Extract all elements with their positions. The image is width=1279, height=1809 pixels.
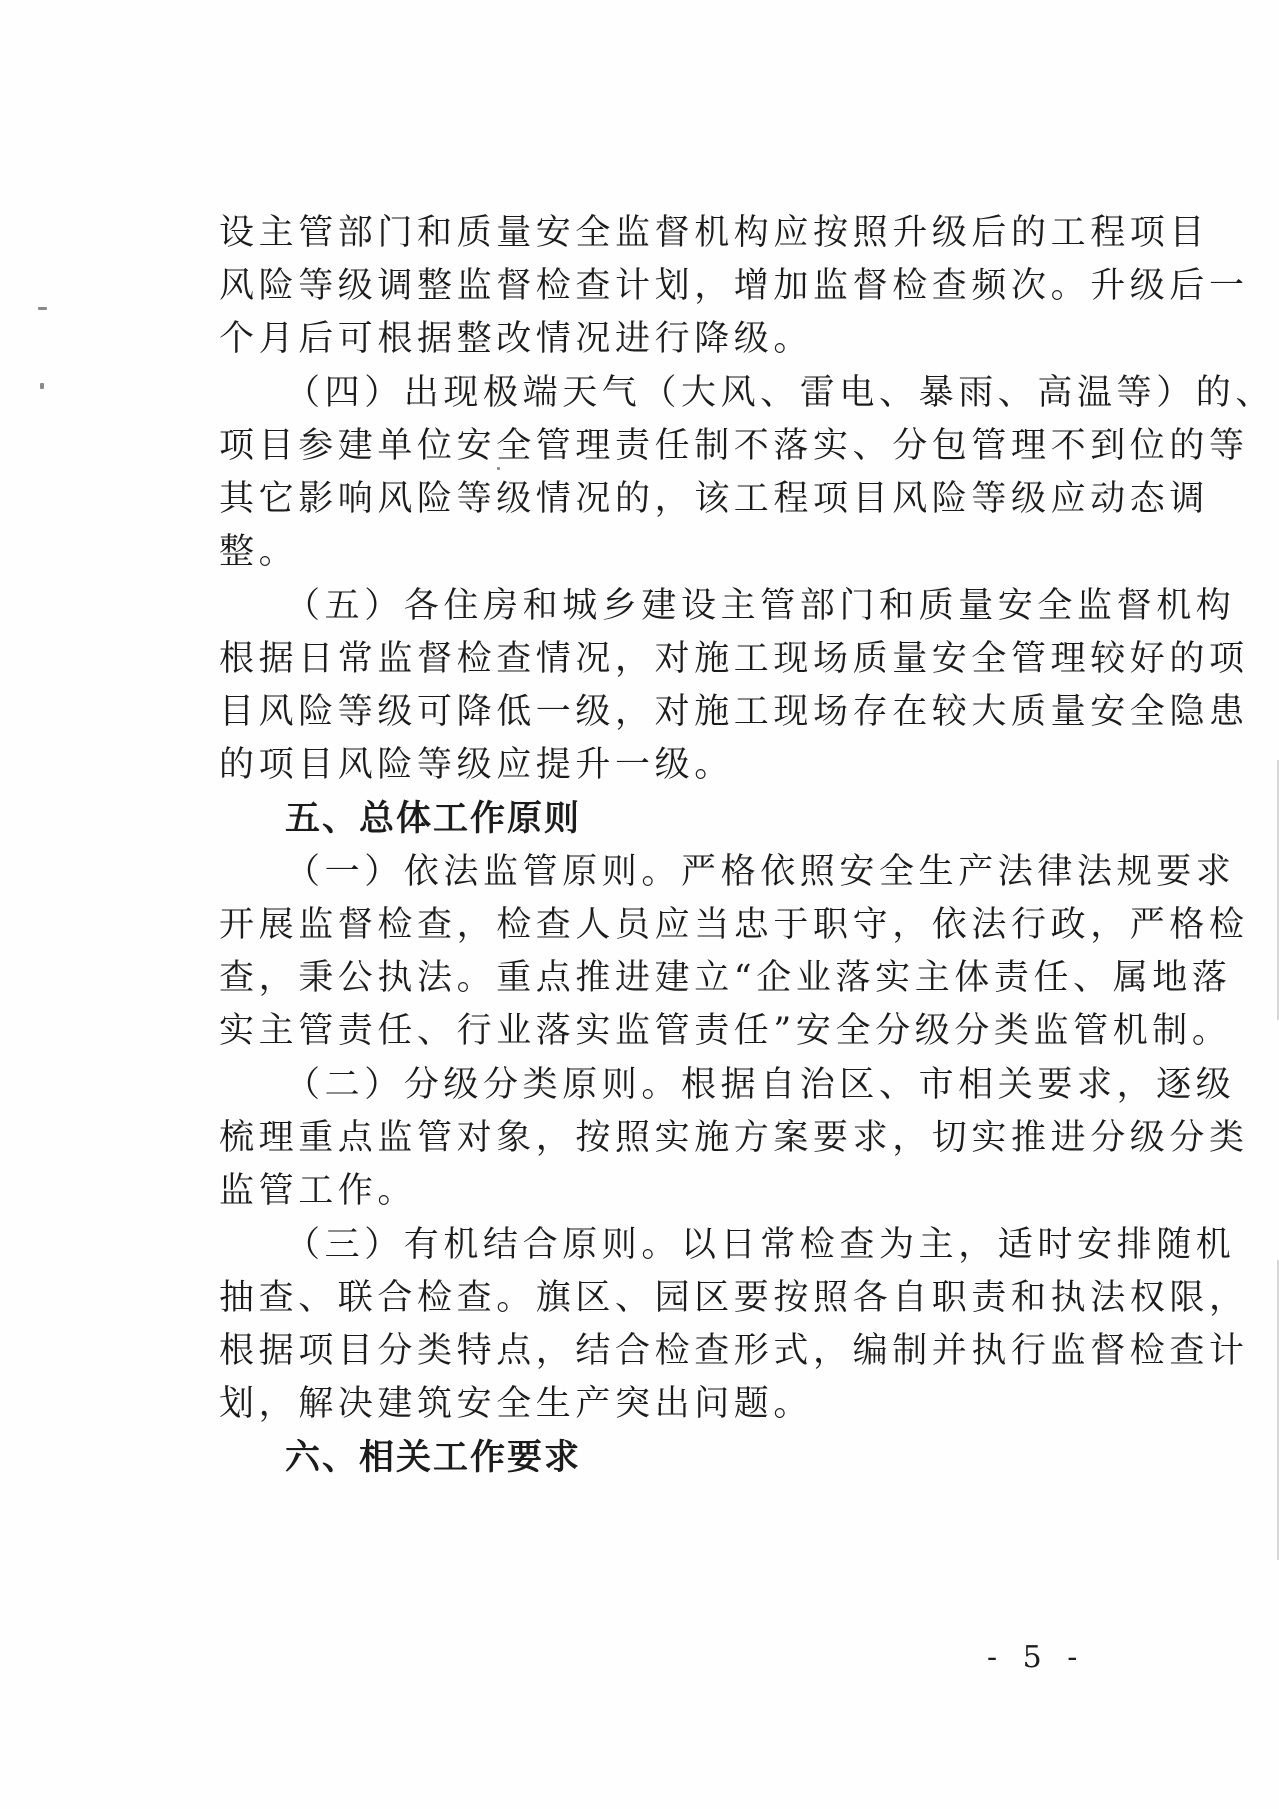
text-line: 根据日常监督检查情况，对施工现场质量安全管理较好的项 bbox=[219, 639, 1249, 679]
text-line: 划，解决建筑安全生产突出问题。 bbox=[219, 1384, 814, 1424]
paragraph-item-5: （五）各住房和城乡建设主管部门和质量安全监督机构 bbox=[285, 586, 1236, 626]
text-line: 根据项目分类特点，结合检查形式，编制并执行监督检查计 bbox=[219, 1331, 1249, 1371]
section-heading-5: 五、总体工作原则 bbox=[285, 799, 582, 839]
text-line: 监管工作。 bbox=[219, 1171, 418, 1211]
text-line: 项目参建单位安全管理责任制不落实、分包管理不到位的等 bbox=[219, 426, 1249, 466]
scan-speck bbox=[38, 307, 47, 310]
text-line: 整。 bbox=[219, 532, 299, 572]
text-line: 目风险等级可降低一级，对施工现场存在较大质量安全隐患 bbox=[219, 692, 1249, 732]
text-line: 开展监督检查，检查人员应当忠于职守，依法行政，严格检 bbox=[219, 905, 1249, 945]
principle-2: （二）分级分类原则。根据自治区、市相关要求，逐级 bbox=[285, 1065, 1236, 1105]
text-line: 设主管部门和质量安全监督机构应按照升级后的工程项目 bbox=[219, 213, 1210, 253]
text-line: 个月后可根据整改情况进行降级。 bbox=[219, 319, 814, 359]
text-line: 的项目风险等级应提升一级。 bbox=[219, 745, 734, 785]
principle-3: （三）有机结合原则。以日常检查为主，适时安排随机 bbox=[285, 1225, 1236, 1265]
principle-1: （一）依法监管原则。严格依照安全生产法律法规要求 bbox=[285, 852, 1236, 892]
scan-speck bbox=[40, 383, 44, 389]
page-number: - 5 - bbox=[987, 1640, 1086, 1675]
text-line: 其它影响风险等级情况的，该工程项目风险等级应动态调 bbox=[219, 479, 1210, 519]
text-line: 风险等级调整监督检查计划，增加监督检查频次。升级后一 bbox=[219, 266, 1249, 306]
section-heading-6: 六、相关工作要求 bbox=[285, 1438, 582, 1478]
text-line: 实主管责任、行业落实监管责任”安全分级分类监管机制。 bbox=[219, 1011, 1232, 1051]
text-line: 查，秉公执法。重点推进建立“企业落实主体责任、属地落 bbox=[219, 958, 1232, 998]
paragraph-item-4: （四）出现极端天气（大风、雷电、暴雨、高温等）的、 bbox=[285, 373, 1276, 413]
text-line: 梳理重点监管对象，按照实施方案要求，切实推进分级分类 bbox=[219, 1118, 1249, 1158]
text-line: 抽查、联合检查。旗区、园区要按照各自职责和执法权限， bbox=[219, 1278, 1249, 1318]
